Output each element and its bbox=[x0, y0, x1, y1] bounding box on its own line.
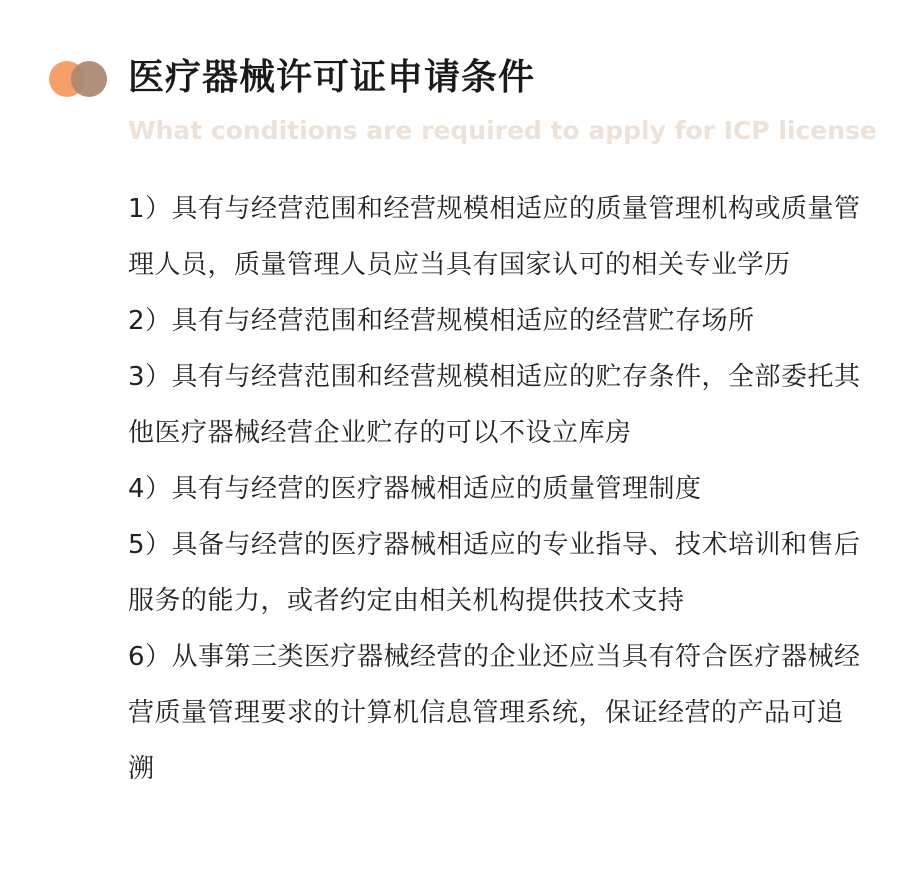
condition-item-4: 4）具有与经营的医疗器械相适应的质量管理制度 bbox=[128, 474, 702, 504]
condition-item-6: 6）从事第三类医疗器械经营的企业还应当具有符合医疗器械经营质量管理要求的计算机信息管理系统，保证经营的产品可追溯 bbox=[128, 642, 861, 784]
section-header bbox=[0, 0, 920, 160]
decorative-dots-icon bbox=[49, 61, 109, 97]
conditions-list bbox=[128, 181, 863, 797]
condition-item-3: 3）具有与经营范围和经营规模相适应的贮存条件，全部委托其他医疗器械经营企业贮存的可以不设立库房 bbox=[128, 362, 861, 448]
page-title: 医疗器械许可证申请条件 bbox=[128, 57, 536, 98]
brown-circle-icon bbox=[71, 61, 107, 97]
condition-item-2: 2）具有与经营范围和经营规模相适应的经营贮存场所 bbox=[128, 306, 755, 336]
condition-item-5: 5）具备与经营的医疗器械相适应的专业指导、技术培训和售后服务的能力，或者约定由相关机构提供技术支持 bbox=[128, 530, 861, 616]
page-subtitle: What conditions are required to apply for ICP license bbox=[128, 116, 877, 145]
condition-item-1: 1）具有与经营范围和经营规模相适应的质量管理机构或质量管理人员，质量管理人员应当具有国家认可的相关专业学历 bbox=[128, 194, 861, 280]
